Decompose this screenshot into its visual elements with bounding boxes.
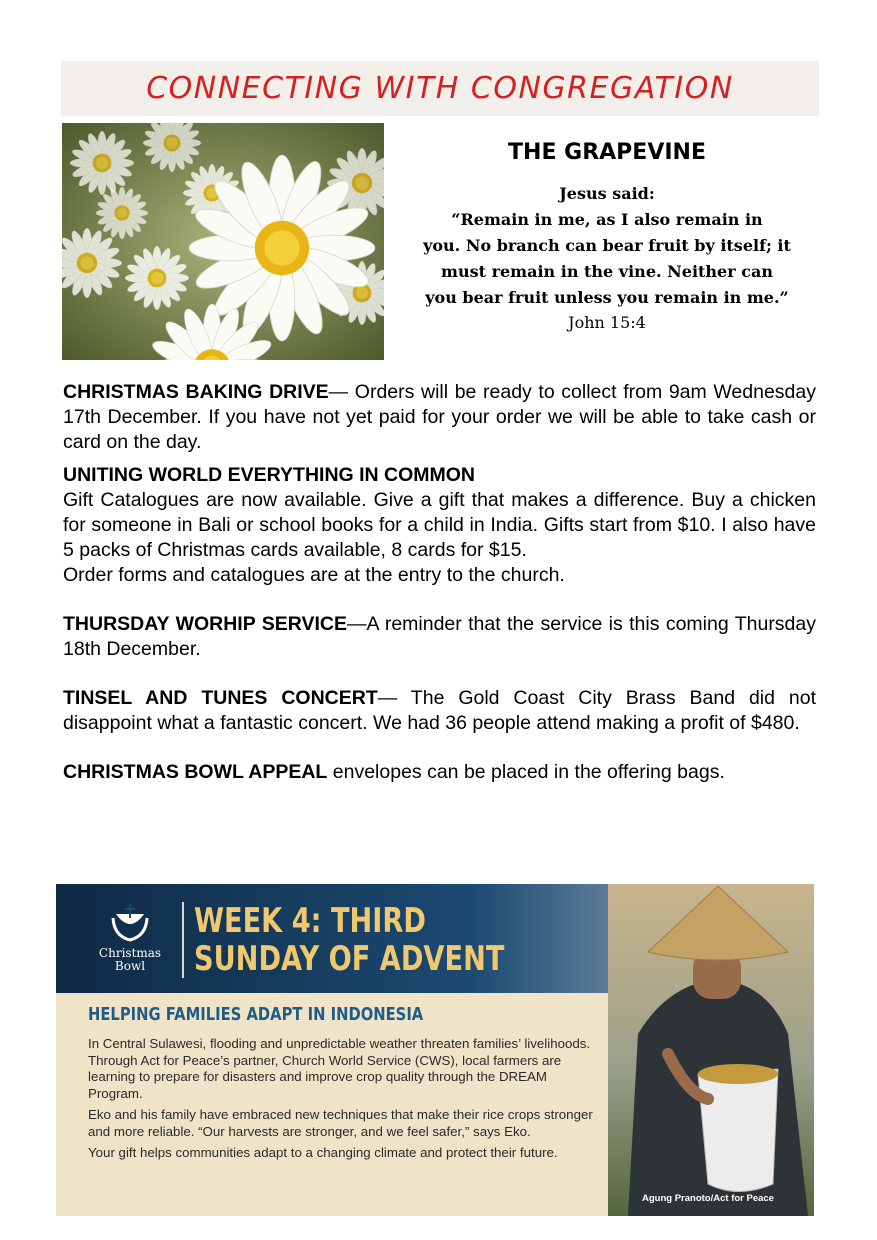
photo-credit: Agung Pranoto/Act for Peace (642, 1193, 774, 1204)
verse-intro: Jesus said: (559, 184, 655, 203)
page-title: CONNECTING WITH CONGREGATION (146, 71, 734, 106)
divider (182, 902, 184, 978)
notice-body: envelopes can be placed in the offering bags. (327, 761, 725, 783)
notice-uniting-order: Order forms and catalogues are at the entry to the church. (63, 564, 565, 586)
panel-body (88, 1036, 598, 1167)
daisy-photo (62, 123, 384, 360)
advent-heading-line: SUNDAY OF ADVENT (194, 939, 505, 979)
bowl-icon (110, 900, 150, 942)
logo-text: Christmas (98, 946, 162, 960)
panel-title: HELPING FAMILIES ADAPT IN INDONESIA (88, 1004, 424, 1025)
christmas-bowl-advent-card (56, 884, 814, 1216)
notice-baking (63, 380, 816, 455)
grapevine-section (395, 140, 819, 335)
panel-paragraph: In Central Sulawesi, flooding and unpredictable weather threaten families’ livelihoods. Through Act for Peace’s partner, Church World Service (CWS), local farmers are learning to prepare for disasters and improve crop quality through the DREAM Program. (88, 1036, 591, 1101)
advent-info-panel (56, 993, 608, 1216)
notice-uniting-body: Gift Catalogues are now available. Give a gift that makes a difference. Buy a chicken for someone in Bali or school books for a child in India. Gifts start from $10. I also have 5 packs of Christmas cards available, 8 cards for $15. (63, 489, 816, 561)
panel-paragraph: Your gift helps communities adapt to a changing climate and protect their future. (88, 1145, 558, 1160)
verse-line: must remain in the vine. Neither can (441, 262, 773, 281)
christmas-bowl-logo (84, 900, 176, 973)
notice-body: — Orders will be ready to collect from 9am Wednesday 17th December. If you have not yet paid for your order we will be able to take cash or card on the day. (63, 381, 816, 453)
notice-body: —A reminder that the service is this coming Thursday 18th December. (63, 613, 817, 660)
verse-line: you. No branch can bear fruit by itself; it (423, 236, 791, 255)
verse-line: “Remain in me, as I also remain in (451, 210, 763, 229)
notice-heading: TINSEL AND TUNES CONCERT (63, 687, 378, 709)
notice-tinsel (63, 686, 816, 736)
advent-heading-line: WEEK 4: THIRD (194, 901, 426, 941)
header-banner (61, 61, 819, 116)
daisy-illustration (62, 123, 384, 360)
panel-paragraph: Eko and his family have embraced new techniques that make their rice crops stronger and more reliable. “Our harvests are stronger, and we feel safer,” says Eko. (88, 1107, 593, 1139)
notice-heading: THURSDAY WORHIP SERVICE (63, 613, 348, 635)
notice-body: — The Gold Coast City Brass Band did not disappoint what a fantastic concert. We had 36 people attend making a profit of $480. (63, 687, 817, 734)
notice-uniting-heading (63, 463, 816, 488)
notice-thursday (63, 612, 816, 662)
grapevine-title: THE GRAPEVINE (508, 140, 706, 165)
logo-text: Bowl (114, 959, 146, 973)
farmer-photo (608, 884, 814, 1216)
advent-heading (194, 902, 504, 978)
verse-reference: John 15:4 (568, 313, 646, 332)
notices (63, 380, 816, 785)
notice-heading: CHRISTMAS BOWL APPEAL (63, 761, 328, 783)
verse-line: you bear fruit unless you remain in me.” (425, 288, 789, 307)
notice-heading: CHRISTMAS BAKING DRIVE (63, 381, 329, 403)
notice-bowl (63, 760, 816, 785)
notice-heading: UNITING WORLD EVERYTHING IN COMMON (63, 464, 476, 486)
